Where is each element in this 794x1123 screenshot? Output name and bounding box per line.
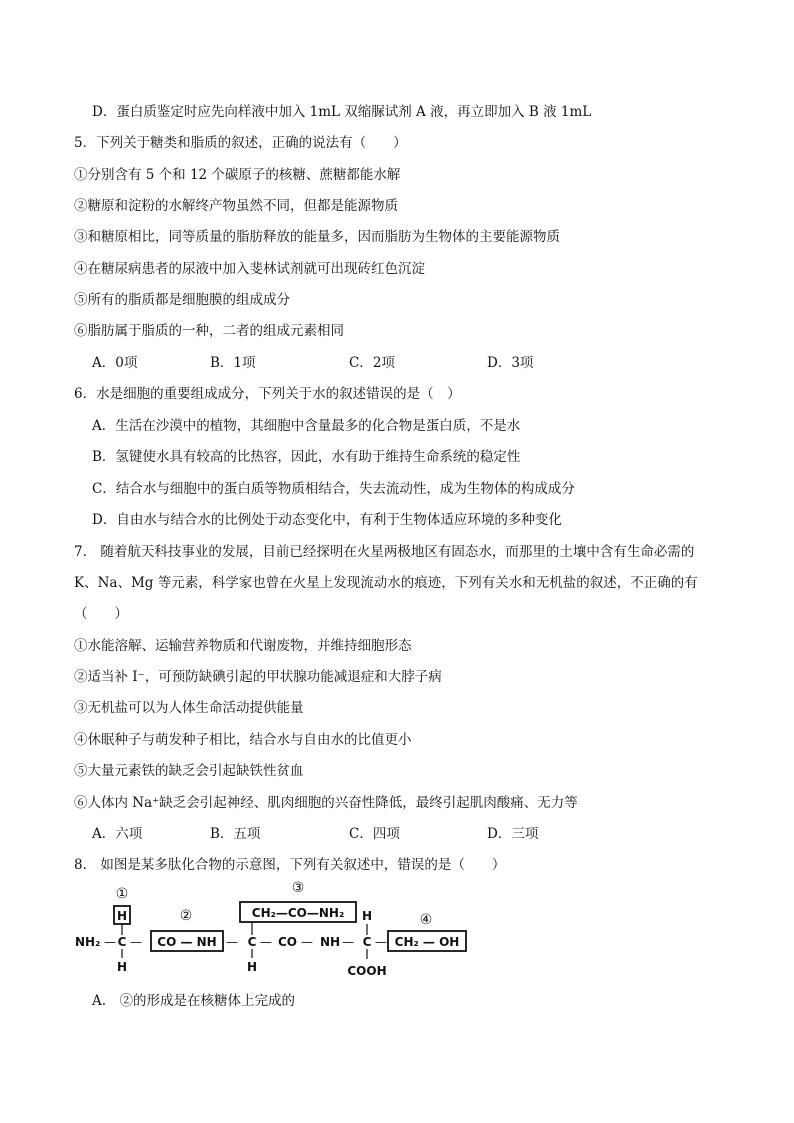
q5-option-c: C．2项	[349, 355, 395, 371]
q7-option-d: D．三项	[487, 826, 539, 842]
label-2: ②	[179, 908, 193, 924]
q7-option-b: B．五项	[210, 826, 261, 842]
label-4: ④	[419, 912, 433, 928]
dash-5: —	[301, 935, 313, 949]
q8-stem: 8. 如图是某多肽化合物的示意图，下列有关叙述中，错误的是（ ）	[74, 857, 506, 873]
label-1: ①	[115, 886, 129, 902]
co-nh-1: CO — NH	[157, 935, 217, 949]
q7-stem-line2: K、Na、Mg 等元素，科学家也曾在火星上发现流动水的痕迹，下列有关水和无机盐的叙述，不正确的有	[74, 575, 698, 591]
q7-stem-line1: 7. 随着航天科技事业的发展，目前已经探明在火星两极地区有固态水，而那里的土壤中含有生命必需的	[74, 544, 695, 560]
q7-item-4: ④休眠种子与萌发种子相比，结合水与自由水的比值更小	[74, 732, 412, 748]
h-bottom-1: H	[116, 960, 128, 974]
q6-option-a: A．生活在沙漠中的植物，其细胞中含量最多的化合物是蛋白质，不是水	[92, 418, 521, 434]
q7-item-5: ⑤大量元素铁的缺乏会引起缺铁性贫血	[74, 763, 304, 779]
q7-item-1: ①水能溶解、运输营养物质和代谢废物，并维持细胞形态	[74, 638, 412, 654]
c-2: C	[247, 935, 257, 949]
q4-option-d: D．蛋白质鉴定时应先向样液中加入 1mL 双缩脲试剂 A 液，再立即加入 B 液 1mL	[92, 104, 592, 120]
q6-option-d: D．自由水与结合水的比例处于动态变化中，有利于生物体适应环境的多种变化	[92, 512, 562, 528]
dash-1: —	[104, 935, 116, 949]
dash-4: —	[260, 935, 272, 949]
q8-option-a: A. ②的形成是在核糖体上完成的	[92, 993, 296, 1009]
ch2-oh: CH₂ — OH	[394, 935, 460, 949]
q7-option-c: C．四项	[349, 826, 400, 842]
dash-6: —	[342, 935, 354, 949]
q7-item-2: ②适当补 I⁻，可预防缺碘引起的甲状腺功能减退症和大脖子病	[74, 669, 442, 685]
dash-3: —	[226, 935, 238, 949]
h-top-3: H	[361, 909, 373, 923]
nh-2: NH	[320, 935, 341, 949]
c-3: C	[362, 935, 372, 949]
q7-item-3: ③无机盐可以为人体生命活动提供能量	[74, 700, 304, 716]
q6-option-c: C．结合水与细胞中的蛋白质等物质相结合，失去流动性，成为生物体的构成成分	[92, 481, 575, 497]
c-1: C	[117, 935, 127, 949]
q5-option-d: D．3项	[487, 355, 534, 371]
label-3: ③	[291, 880, 305, 896]
dash-2: —	[130, 935, 142, 949]
q7-item-6: ⑥人体内 Na⁺缺乏会引起神经、肌肉细胞的兴奋性降低，最终引起肌肉酸痛、无力等	[74, 795, 578, 811]
q7-stem-line3: （ ）	[74, 606, 128, 622]
q7-option-a: A．六项	[92, 826, 143, 842]
cooh: COOH	[347, 964, 387, 978]
q5-option-b: B．1项	[210, 355, 256, 371]
co-2: CO	[278, 935, 298, 949]
q5-item-1: ①分别含有 5 个和 12 个碳原子的核糖、蔗糖都能水解	[74, 167, 401, 183]
h-bottom-2: H	[246, 960, 258, 974]
q5-item-4: ④在糖尿病患者的尿液中加入斐林试剂就可出现砖红色沉淀	[74, 261, 425, 277]
polypeptide-diagram	[70, 878, 480, 988]
nh2: NH₂	[75, 935, 101, 949]
h-top-1: H	[116, 909, 128, 923]
q5-item-5: ⑤所有的脂质都是细胞膜的组成成分	[74, 292, 290, 308]
q5-item-6: ⑥脂肪属于脂质的一种，二者的组成元素相同	[74, 323, 344, 339]
q6-stem: 6．水是细胞的重要组成成分，下列关于水的叙述错误的是（ ）	[74, 386, 461, 402]
q5-stem: 5．下列关于糖类和脂质的叙述，正确的说法有（ ）	[74, 135, 407, 151]
q5-item-2: ②糖原和淀粉的水解终产物虽然不同，但都是能源物质	[74, 198, 398, 214]
dash-7: —	[375, 935, 387, 949]
q5-option-a: A．0项	[92, 355, 138, 371]
q5-item-3: ③和糖原相比，同等质量的脂肪释放的能量多，因而脂肪为生物体的主要能源物质	[74, 229, 560, 245]
q6-option-b: B．氢键使水具有较高的比热容，因此，水有助于维持生命系统的稳定性	[92, 449, 521, 465]
ch2-co-nh2: CH₂—CO—NH₂	[251, 906, 345, 920]
